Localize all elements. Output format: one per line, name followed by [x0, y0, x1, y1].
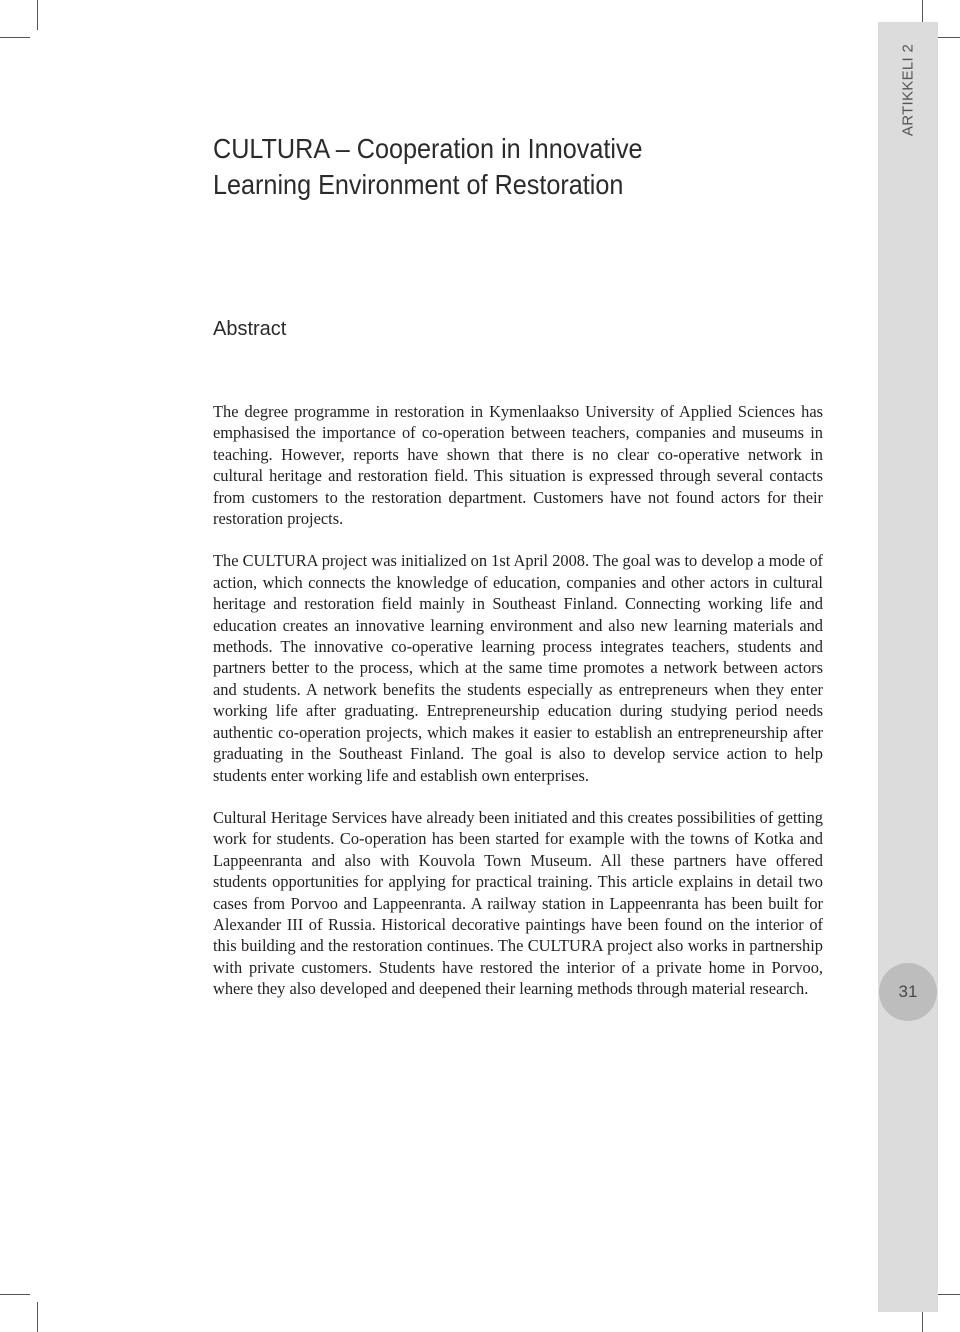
- crop-mark-top-left-vertical: [37, 0, 38, 30]
- crop-mark-bottom-left-horizontal: [0, 1294, 30, 1295]
- abstract-paragraph-2: The CULTURA project was initialized on 1st April 2008. The goal was to develop a mode of action, which connects the knowledge of education, companies and other actors in cultural heritage and restoration field mainly in Southeast Finland. Connecting working life and education creates an innovative learning environment and also new learning materials and methods. The innovative co-operative learning process integrates teachers, students and partners better to the process, which at the same time promotes a network between actors and students. A network benefits the students especially as entrepreneurs when they enter working life after graduating. Entrepreneurship education during studying period needs authentic co-operation projects, which makes it easier to establish an entrepreneurship after graduating in the Southeast Finland. The goal is also to develop service action to help students enter working life and establish own enterprises.: [213, 551, 823, 785]
- article-title: [213, 131, 789, 203]
- article-title-line-2: Learning Environment of Restoration: [213, 169, 624, 200]
- abstract-heading: Abstract: [213, 318, 287, 340]
- crop-mark-top-left-horizontal: [0, 37, 30, 38]
- abstract-paragraph-1: The degree programme in restoration in Kymenlaakso University of Applied Sciences has emphasised the importance of co-operation between teachers, companies and museums in teaching. However, reports have shown that there is no clear co-operative network in cultural heritage and restoration field. This situation is expressed through several contacts from customers to the restoration department. Customers have not found actors for their restoration projects.: [213, 402, 823, 529]
- side-tab: [878, 22, 938, 1312]
- page-number: 31: [898, 982, 918, 1001]
- abstract-paragraph-3: Cultural Heritage Services have already been initiated and this creates possibilities of getting work for students. Co-operation has been started for example with the towns of Kotka and Lappeenranta and also with Kouvola Town Museum. All these partners have offered students opportunities for applying for practical training. This article explains in detail two cases from Porvoo and Lappeenranta. A railway station in Lappeenranta has been built for Alexander III of Russia. Historical decorative paintings have been found on the interior of this building and the restoration continues. The CULTURA project also works in partnership with private customers. Students have restored the interior of a private home in Porvoo, where they also developed and deepened their learning methods through material research.: [213, 807, 823, 999]
- article-title-line-1: CULTURA – Cooperation in Innovative: [213, 133, 643, 164]
- crop-mark-bottom-left-vertical: [37, 1302, 38, 1332]
- abstract-body: [213, 401, 823, 1021]
- page-number-badge: [879, 963, 937, 1021]
- section-label: ARTIKKELI 2: [899, 43, 917, 137]
